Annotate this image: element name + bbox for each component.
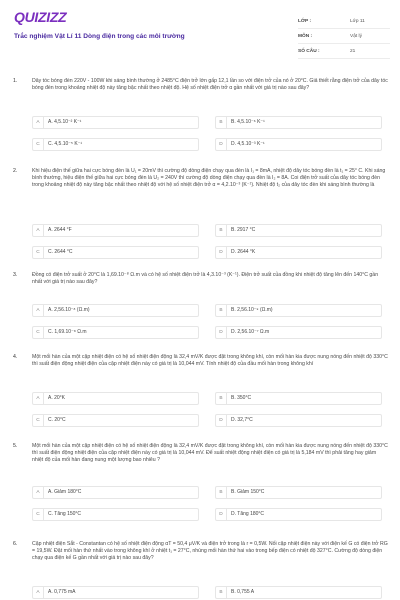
option-d[interactable] [215,414,382,427]
quizizz-logo: QUIZIZZ [14,9,67,25]
question-number: 6. [13,541,18,547]
option-text: A. 2644 °F [48,227,72,233]
option-letter: B [216,393,227,404]
question-number: 1. [13,78,18,84]
option-text: B. 350°C [231,395,252,401]
option-letter: B [216,587,227,598]
option-text: B. 0,755 A [231,589,255,595]
document-title: Trắc nghiệm Vật Lí 11 Dòng điện trong các môi trường [14,33,185,40]
option-a[interactable] [32,304,199,317]
option-b[interactable] [215,486,382,499]
option-letter: B [216,225,227,236]
option-letter: D [216,509,227,520]
option-text: B. 4,5.10⁻⁶ K⁻¹ [231,119,265,125]
option-b[interactable] [215,392,382,405]
option-text: D. 32,7°C [231,417,253,423]
option-letter: C [33,509,44,520]
option-text: C. 4,5.10⁻⁵ K⁻¹ [48,141,83,147]
option-c[interactable] [32,246,199,259]
option-d[interactable] [215,326,382,339]
option-letter: D [216,415,227,426]
option-d[interactable] [215,508,382,521]
meta-class-row [298,14,390,29]
meta-value: Vật lý [350,33,362,39]
option-letter: C [33,327,44,338]
option-letter: A [33,587,44,598]
option-b[interactable] [215,116,382,129]
question-number: 3. [13,272,18,278]
option-text: C. 2644 °C [48,249,73,255]
option-a[interactable] [32,116,199,129]
question-text: Khi hiệu điện thế giữa hai cực bóng đèn là U₁ = 20mV thì cường độ dòng điện chạy qua đèn là I₁ = 8mA, nhiệt độ dây tóc bóng đèn là t₁ = 25° C. Khi sáng bình thường, hiệu điện thế giữa hai cực bóng đèn là U₂ = 240V thì cường độ dòng điện chạy qua đèn là I₂ = 8A. Coi điện trở suất của dây tóc bóng đèn trong khoảng nhiệt độ này tăng bậc nhất theo nhiệt độ với hệ số nhiệt điện trở α = 4,2.10⁻³ (K⁻¹). Nhiệt độ t₂ của dây tóc đèn khi sáng bình thường là [32,168,386,188]
meta-subject-row [298,29,390,44]
option-text: A. Giảm 180°C [48,489,82,495]
option-text: A. 2,56.10⁻⁸ (Ω.m) [48,307,90,313]
option-letter: A [33,117,44,128]
question-text: Một mối hàn của một cặp nhiệt điện có hệ số nhiệt điện động là 32,4 mV/K được đặt trong không khí, còn mối hàn kia được nung nóng đến nhiệt độ 330°C thì suất điện động nhiệt điện của cặp nhiệt điện này có giá trị là 10,044 mV. Để suất nhiệt động nhiệt điện có giá trị là 5,184 mV thì phải tăng hay giảm nhiệt độ của mối hàn đang nung một lượng bao nhiêu ? [32,443,388,463]
option-letter: C [33,139,44,150]
option-c[interactable] [32,508,199,521]
option-d[interactable] [215,138,382,151]
question-text: Đồng có điện trở suất ở 20°C là 1,69.10⁻⁸ Ω.m và có hệ số nhiệt điện trở là 4,3.10⁻³ (K⁻¹). Điện trở suất của đồng khi nhiệt độ tăng lên đến 140°C gần nhất với giá trị nào sau đây? [32,272,379,285]
option-c[interactable] [32,138,199,151]
question-text: Một mối hàn của một cặp nhiệt điện có hệ số nhiệt điện động là 32,4 mV/K được đặt trong không khí, còn mối hàn kia được nung nóng đến nhiệt độ 330°C thì suất điện động nhiệt điện của cặp nhiệt điện này có giá trị là 10,044 mV. Tính nhiệt độ của đầu mối hàn trong không khí [32,354,388,367]
meta-count-row [298,44,390,59]
question-text: Dây tóc bóng đèn 220V - 100W khi sáng bình thường ở 2485°C điện trở lớn gấp 12,1 lần so với điện trở của nó ở 20°C. Giả thiết rằng điện trở của dây tóc bóng đèn trong khoảng nhiệt độ này tăng bậc nhất theo nhiệt độ. Hệ số nhiệt điện trở α gần nhất với giá trị nào sau đây? [32,78,388,91]
question-text: Cặp nhiệt điện Sắt - Constantan có hệ số nhiệt điện động αT = 50,4 μV/K và điện trở trong là r = 0,5W. Nối cặp nhiệt điện này với điện kế G có điện trở RG = 19,5W. Đặt mối hàn thứ nhất vào trong không khí ở nhiệt t₁ = 27°C, nhúng mối hàn thứ hai vào trong bếp điện có nhiệt độ 327°C. Cường độ dòng điện chạy qua điện kế G gần nhất với giá trị nào sau đây? [32,541,388,561]
question-number: 2. [13,168,18,174]
option-text: C. 1,69.10⁻⁸ Ω.m [48,329,87,335]
header [0,0,400,62]
option-letter: A [33,487,44,498]
option-a[interactable] [32,392,199,405]
option-text: C. 20°C [48,417,66,423]
option-letter: B [216,117,227,128]
meta-value: 21 [350,48,356,54]
question-number: 5. [13,443,18,449]
meta-label: MÔN : [298,33,313,39]
option-b[interactable] [215,224,382,237]
option-d[interactable] [215,246,382,259]
meta-label: SỐ CÂU : [298,48,320,54]
option-text: C. Tăng 150°C [48,511,82,517]
option-letter: C [33,247,44,258]
option-text: D. Tăng 180°C [231,511,265,517]
option-text: B. 2,56.10⁻⁹ (Ω.m) [231,307,273,313]
option-b[interactable] [215,586,382,599]
option-a[interactable] [32,486,199,499]
option-letter: D [216,247,227,258]
option-a[interactable] [32,224,199,237]
meta-table [298,14,390,59]
option-text: B. 2917 °C [231,227,256,233]
option-c[interactable] [32,326,199,339]
option-letter: B [216,305,227,316]
option-text: D. 2,56.10⁻⁷ Ω.m [231,329,270,335]
option-letter: C [33,415,44,426]
option-a[interactable] [32,586,199,599]
option-letter: B [216,487,227,498]
option-letter: A [33,393,44,404]
option-text: D. 2644 °K [231,249,256,255]
option-letter: A [33,225,44,236]
option-text: A. 0,775 mA [48,589,76,595]
option-text: B. Giảm 150°C [231,489,265,495]
option-letter: D [216,327,227,338]
option-text: A. 4,5.10⁻² K⁻¹ [48,119,82,125]
option-text: A. 20°K [48,395,66,401]
option-b[interactable] [215,304,382,317]
option-letter: D [216,139,227,150]
meta-label: LỚP : [298,18,312,24]
option-text: D. 4,5.10⁻³ K⁻¹ [231,141,265,147]
option-c[interactable] [32,414,199,427]
option-letter: A [33,305,44,316]
meta-value: Lớp 11 [350,18,365,24]
question-number: 4. [13,354,18,360]
